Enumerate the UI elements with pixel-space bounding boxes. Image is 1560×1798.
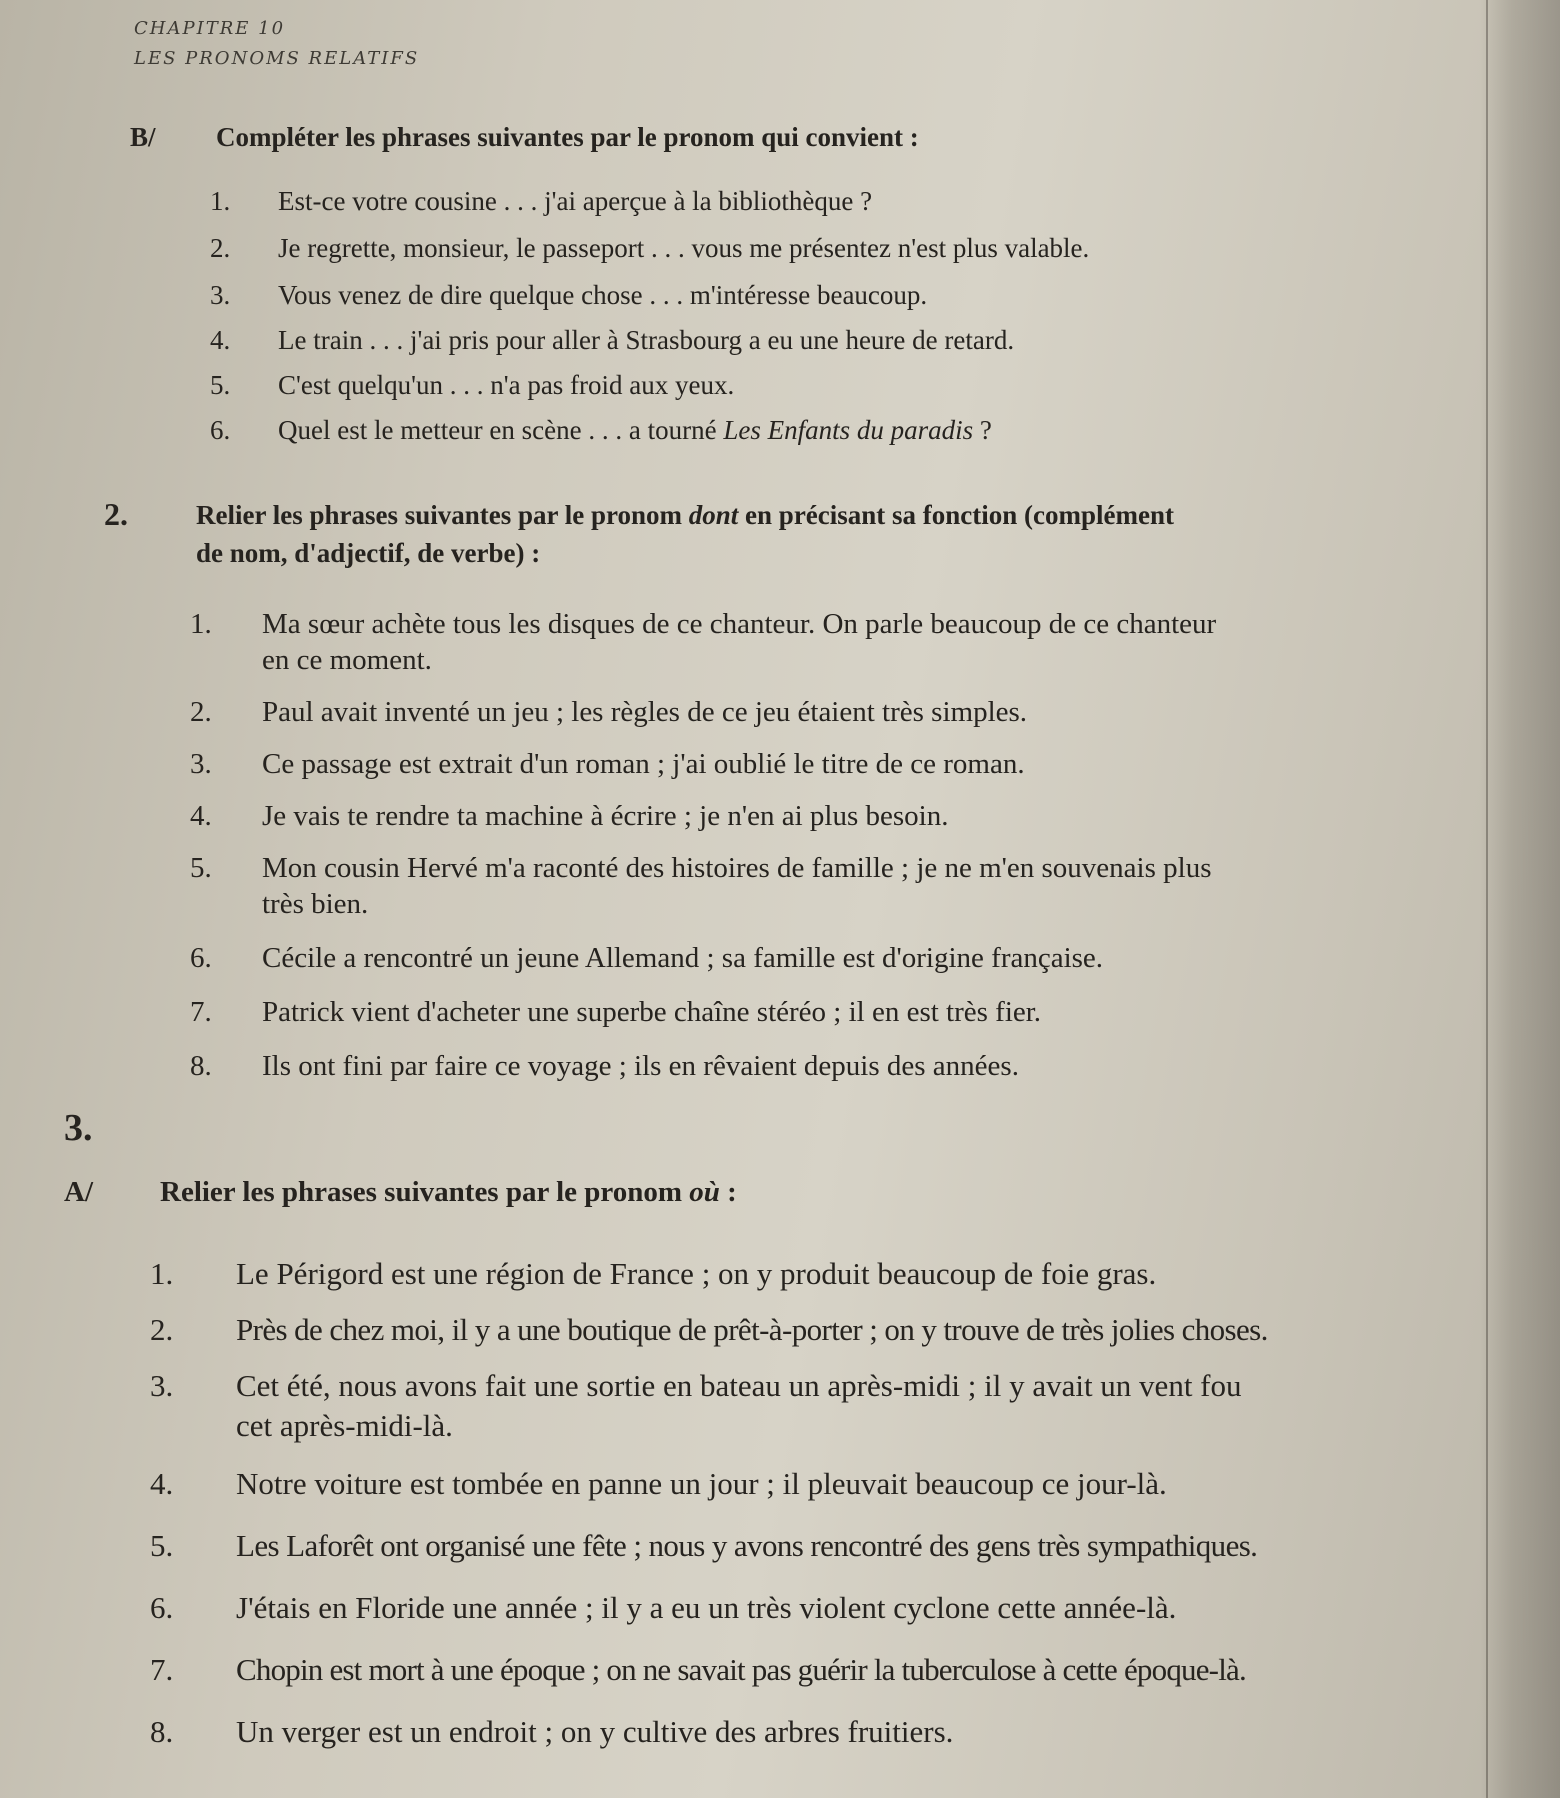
pronoun-dont: dont: [688, 500, 739, 530]
item-number: 4.: [190, 800, 212, 832]
item-number: 2.: [210, 233, 231, 263]
item-text-line: cet après-midi-là.: [236, 1408, 453, 1443]
list-item: [190, 606, 1216, 694]
item-number: 7.: [150, 1652, 174, 1687]
item-text: Est-ce votre cousine . . . j'ai aperçue à la bibliothèque ?: [278, 186, 873, 216]
section-a-instruction-end: :: [719, 1176, 737, 1208]
item-number: 3.: [210, 280, 231, 310]
list-item: [210, 280, 1089, 325]
item-text-line: Paul avait inventé un jeu ; les règles de ce jeu étaient très simples.: [262, 696, 1028, 728]
item-text-line: très bien.: [262, 888, 369, 920]
item-number: 2.: [150, 1312, 174, 1347]
item-number: 1.: [150, 1256, 174, 1291]
item-text-line: Cet été, nous avons fait une sortie en bateau un après-midi ; il y avait un vent fou: [236, 1368, 1242, 1403]
item-text-line: en ce moment.: [262, 644, 432, 676]
item-text-line: Ma sœur achète tous les disques de ce chanteur. On parle beaucoup de ce chanteur: [262, 608, 1217, 640]
chapter-title: LES PRONOMS RELATIFS: [134, 48, 420, 69]
exercise-2-list: [190, 606, 1216, 1102]
running-head: [134, 14, 419, 74]
item-number: 5.: [150, 1528, 174, 1563]
section-a-instruction: [160, 1176, 737, 1209]
list-item: [190, 694, 1216, 746]
list-item: [210, 325, 1089, 370]
list-item: [190, 798, 1216, 850]
item-number: 5.: [190, 852, 212, 884]
item-text-line: Un verger est un endroit ; on y cultive des arbres fruitiers.: [236, 1714, 954, 1749]
section-b-instruction: Compléter les phrases suivantes par le pronom qui convient :: [216, 122, 919, 152]
chapter-label: CHAPITRE 10: [134, 18, 286, 39]
exercise-2-instruction-start: Relier les phrases suivantes par le pronom: [196, 500, 689, 530]
item-text-line: Le Périgord est une région de France ; on y produit beaucoup de foie gras.: [236, 1256, 1157, 1291]
item-text-line: Notre voiture est tombée en panne un jour ; il pleuvait beaucoup ce jour-là.: [236, 1466, 1167, 1501]
item-number: 1.: [210, 186, 231, 216]
exercise-2-number: 2.: [104, 496, 128, 532]
list-item: [150, 1712, 1550, 1774]
item-number: 4.: [150, 1466, 174, 1501]
section-a-mark: A/: [64, 1176, 93, 1208]
item-text-end: ?: [973, 415, 992, 445]
item-number: 8.: [190, 1050, 212, 1082]
exercise-2-instruction: [196, 500, 1174, 531]
section-a-list: [150, 1254, 1550, 1774]
item-text-line: Je vais te rendre ta machine à écrire ; je n'en ai plus besoin.: [262, 800, 949, 832]
list-item: [150, 1464, 1550, 1526]
item-text: C'est quelqu'un . . . n'a pas froid aux yeux.: [278, 370, 735, 400]
list-item: [190, 994, 1216, 1048]
exercise-2-instruction-line2: de nom, d'adjectif, de verbe) :: [196, 538, 541, 568]
item-text: Vous venez de dire quelque chose . . . m'intéresse beaucoup.: [278, 280, 928, 310]
list-item: [150, 1588, 1550, 1650]
section-b-mark: B/: [130, 122, 156, 152]
item-number: 4.: [210, 325, 231, 355]
item-number: 3.: [190, 748, 212, 780]
film-title: Les Enfants du paradis: [723, 415, 974, 445]
list-item: [210, 233, 1089, 280]
item-text: [210, 415, 1089, 446]
list-item: [210, 370, 1089, 415]
item-number: 7.: [190, 996, 212, 1028]
pronoun-ou: où: [689, 1176, 720, 1208]
item-number: 5.: [210, 370, 231, 400]
list-item: [210, 186, 1089, 233]
list-item: [190, 1048, 1216, 1102]
list-item: [190, 940, 1216, 994]
item-number: 8.: [150, 1714, 174, 1749]
list-item: [150, 1366, 1550, 1464]
section-b-heading: [130, 122, 1130, 162]
section-a-instruction-start: Relier les phrases suivantes par le pronom: [160, 1176, 690, 1208]
list-item: [150, 1254, 1550, 1310]
list-item: [210, 415, 1089, 460]
item-text-line: Cécile a rencontré un jeune Allemand ; sa famille est d'origine française.: [262, 942, 1104, 974]
exercise-3-number: 3.: [64, 1107, 93, 1149]
item-text-line: Près de chez moi, il y a une boutique de prêt-à-porter ; on y trouve de très jolies choses.: [236, 1312, 1268, 1347]
section-b-list: [210, 186, 1089, 460]
item-text-line: Les Laforêt ont organisé une fête ; nous y avons rencontré des gens très sympathiques.: [236, 1528, 1258, 1563]
section-a-heading: [64, 1176, 1164, 1220]
list-item: [150, 1310, 1550, 1366]
list-item: [190, 746, 1216, 798]
item-text-line: Chopin est mort à une époque ; on ne savait pas guérir la tuberculose à cette époque-là.: [236, 1652, 1246, 1687]
list-item: [150, 1650, 1550, 1712]
item-text: Je regrette, monsieur, le passeport . . . vous me présentez n'est plus valable.: [278, 233, 1090, 263]
item-text-line: Mon cousin Hervé m'a raconté des histoires de famille ; je ne m'en souvenais plus: [262, 852, 1212, 884]
item-text-line: Ils ont fini par faire ce voyage ; ils en rêvaient depuis des années.: [262, 1050, 1019, 1082]
exercise-2-heading: [104, 496, 1484, 580]
item-number: 6.: [210, 415, 231, 445]
exercise-2-instruction-end: en précisant sa fonction (complément: [738, 500, 1174, 530]
item-number: 6.: [150, 1590, 174, 1625]
list-item: [150, 1526, 1550, 1588]
list-item: [190, 850, 1216, 940]
item-text-line: Ce passage est extrait d'un roman ; j'ai oublié le titre de ce roman.: [262, 748, 1025, 780]
item-text-start: Quel est le metteur en scène . . . a tourné: [278, 415, 724, 445]
item-number: 6.: [190, 942, 212, 974]
item-number: 2.: [190, 696, 212, 728]
item-text: Le train . . . j'ai pris pour aller à Strasbourg a eu une heure de retard.: [278, 325, 1015, 355]
item-text-line: Patrick vient d'acheter une superbe chaîne stéréo ; il en est très fier.: [262, 996, 1042, 1028]
item-number: 3.: [150, 1368, 174, 1403]
item-text-line: J'étais en Floride une année ; il y a eu un très violent cyclone cette année-là.: [236, 1590, 1177, 1625]
item-number: 1.: [190, 608, 212, 640]
